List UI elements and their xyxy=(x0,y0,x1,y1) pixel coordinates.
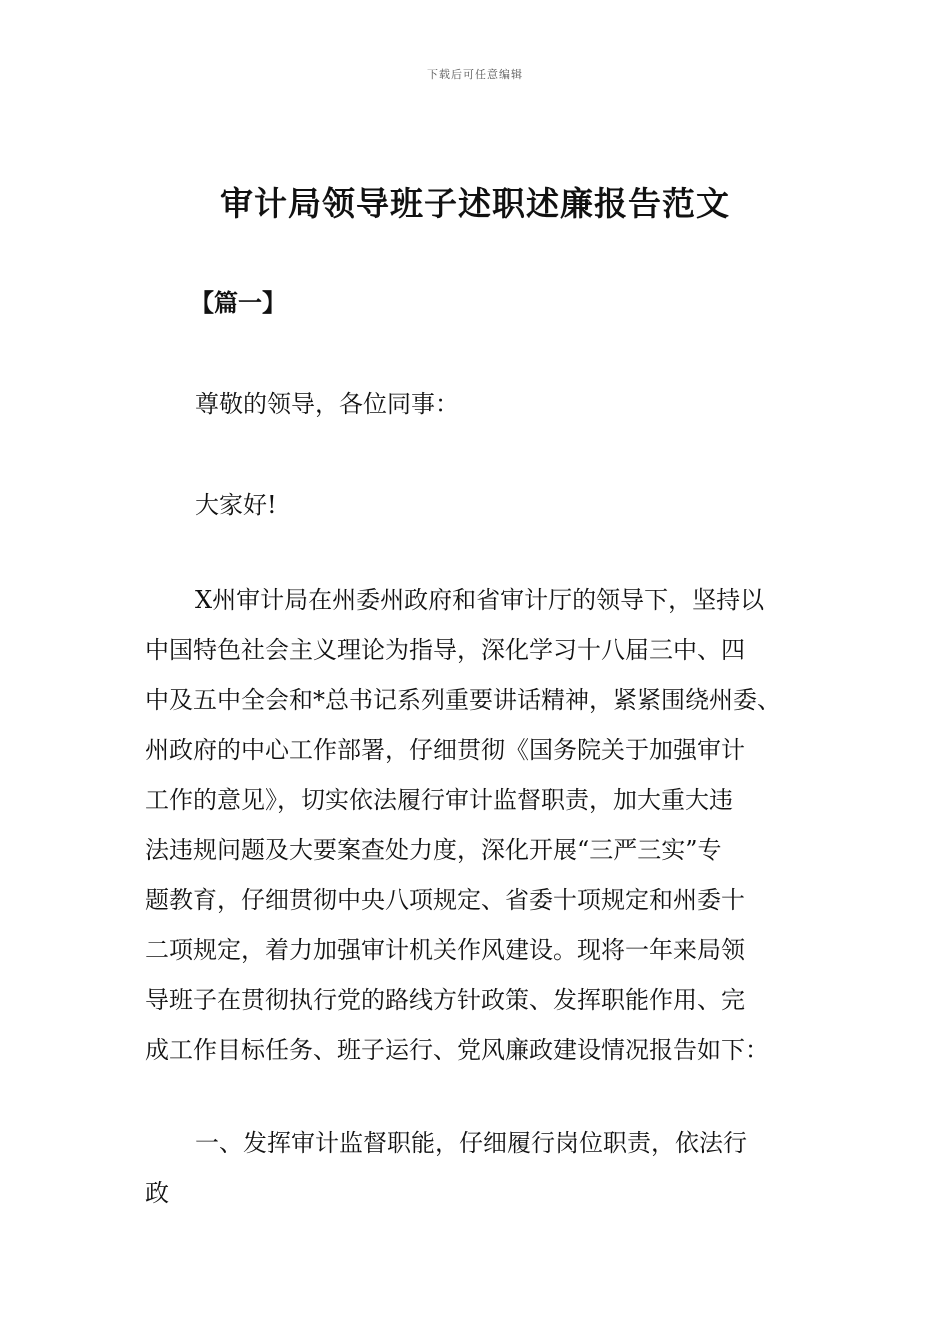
paragraph-line: 二项规定，着力加强审计机关作风建设。现将一年来局领 xyxy=(145,936,745,964)
body-paragraph xyxy=(145,575,835,1075)
paragraph-line: 导班子在贯彻执行党的路线方针政策、发挥职能作用、完 xyxy=(145,986,745,1014)
paragraph-line: 法违规问题及大要案查处力度，深化开展“三严三实”专 xyxy=(145,836,722,864)
header-note: 下载后可任意编辑 xyxy=(427,68,523,81)
document-title: 审计局领导班子述职述廉报告范文 xyxy=(220,184,730,223)
paragraph-line: 工作的意见》，切实依法履行审计监督职责，加大重大违 xyxy=(145,786,733,814)
heading-line: 一、发挥审计监督职能，仔细履行岗位职责，依法行 xyxy=(195,1129,747,1157)
heading-line: 政 xyxy=(145,1179,169,1207)
greeting: 大家好! xyxy=(195,491,277,519)
section-heading xyxy=(145,1118,835,1218)
paragraph-line: 中国特色社会主义理论为指导，深化学习十八届三中、四 xyxy=(145,636,745,664)
paragraph-line: 题教育，仔细贯彻中央八项规定、省委十项规定和州委十 xyxy=(145,886,745,914)
paragraph-line: 州政府的中心工作部署，仔细贯彻《国务院关于加强审计 xyxy=(145,736,745,764)
paragraph-line: 中及五中全会和*总书记系列重要讲话精神，紧紧围绕州委、 xyxy=(145,686,781,714)
paragraph-line: X州审计局在州委州政府和省审计厅的领导下，坚持以 xyxy=(195,586,765,614)
salutation: 尊敬的领导，各位同事： xyxy=(195,390,459,418)
paragraph-line: 成工作目标任务、班子运行、党风廉政建设情况报告如下： xyxy=(145,1036,769,1064)
section-label: 【篇一】 xyxy=(190,288,286,317)
